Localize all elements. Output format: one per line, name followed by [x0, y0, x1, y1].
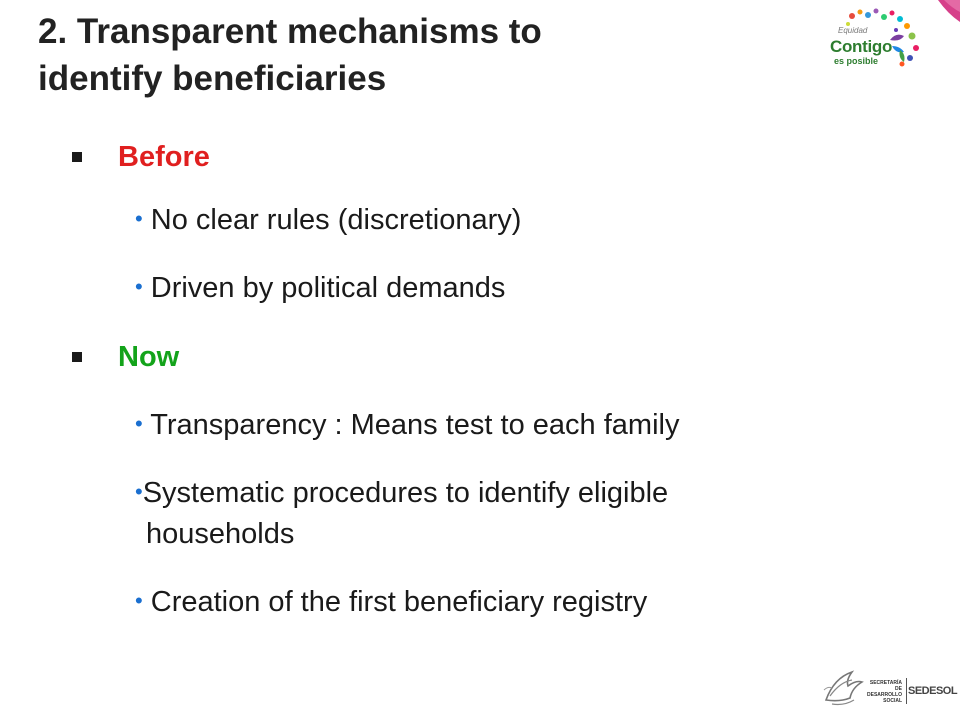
list-item-text: Systematic procedures to identify eligible: [142, 477, 669, 509]
sedesol-logo: [820, 660, 958, 718]
logo-equidad-text: Equidad: [838, 26, 868, 35]
ministry-line-3: SOCIAL: [883, 698, 902, 704]
ministry-line-2: DESARROLLO: [867, 692, 902, 698]
heading-before-label: Before: [118, 141, 210, 173]
eagle-seal-icon: [820, 660, 864, 718]
list-item: [135, 477, 668, 510]
list-item-text: Driven by political demands: [150, 272, 506, 304]
heading-now-label: Now: [118, 341, 180, 373]
sedesol-ministry-text: [862, 680, 902, 704]
title-line-2: identify beneficiaries: [38, 59, 387, 98]
corner-accent: [932, 0, 960, 28]
list-item-text: Creation of the first beneficiary registry: [150, 586, 648, 618]
list-item: [135, 586, 647, 619]
bullet-dot-icon: •: [135, 411, 143, 436]
sedesol-wordmark: SEDESOL: [908, 685, 958, 697]
logo-divider: [906, 678, 907, 704]
bullet-dot-icon: •: [135, 479, 143, 504]
slide-title: [38, 8, 758, 102]
contigo-logo: [812, 6, 930, 76]
list-item: [135, 409, 679, 442]
list-item: [135, 204, 521, 237]
bullet-dot-icon: •: [135, 206, 143, 231]
logo-esposible-text: es posible: [834, 56, 879, 66]
list-item: [135, 272, 505, 305]
title-line-1: 2. Transparent mechanisms to: [38, 12, 542, 51]
list-item-text: Transparency : Means test to each family: [150, 409, 680, 441]
logo-contigo-text: Contigo: [830, 37, 893, 56]
ministry-line-1: SECRETARÍA DE: [869, 680, 902, 692]
list-item-text: No clear rules (discretionary): [150, 204, 522, 236]
list-item-continuation: households: [146, 518, 295, 550]
bullet-dot-icon: •: [135, 588, 143, 613]
bullet-dot-icon: •: [135, 274, 143, 299]
square-bullet-icon: [72, 352, 82, 362]
square-bullet-icon: [72, 152, 82, 162]
